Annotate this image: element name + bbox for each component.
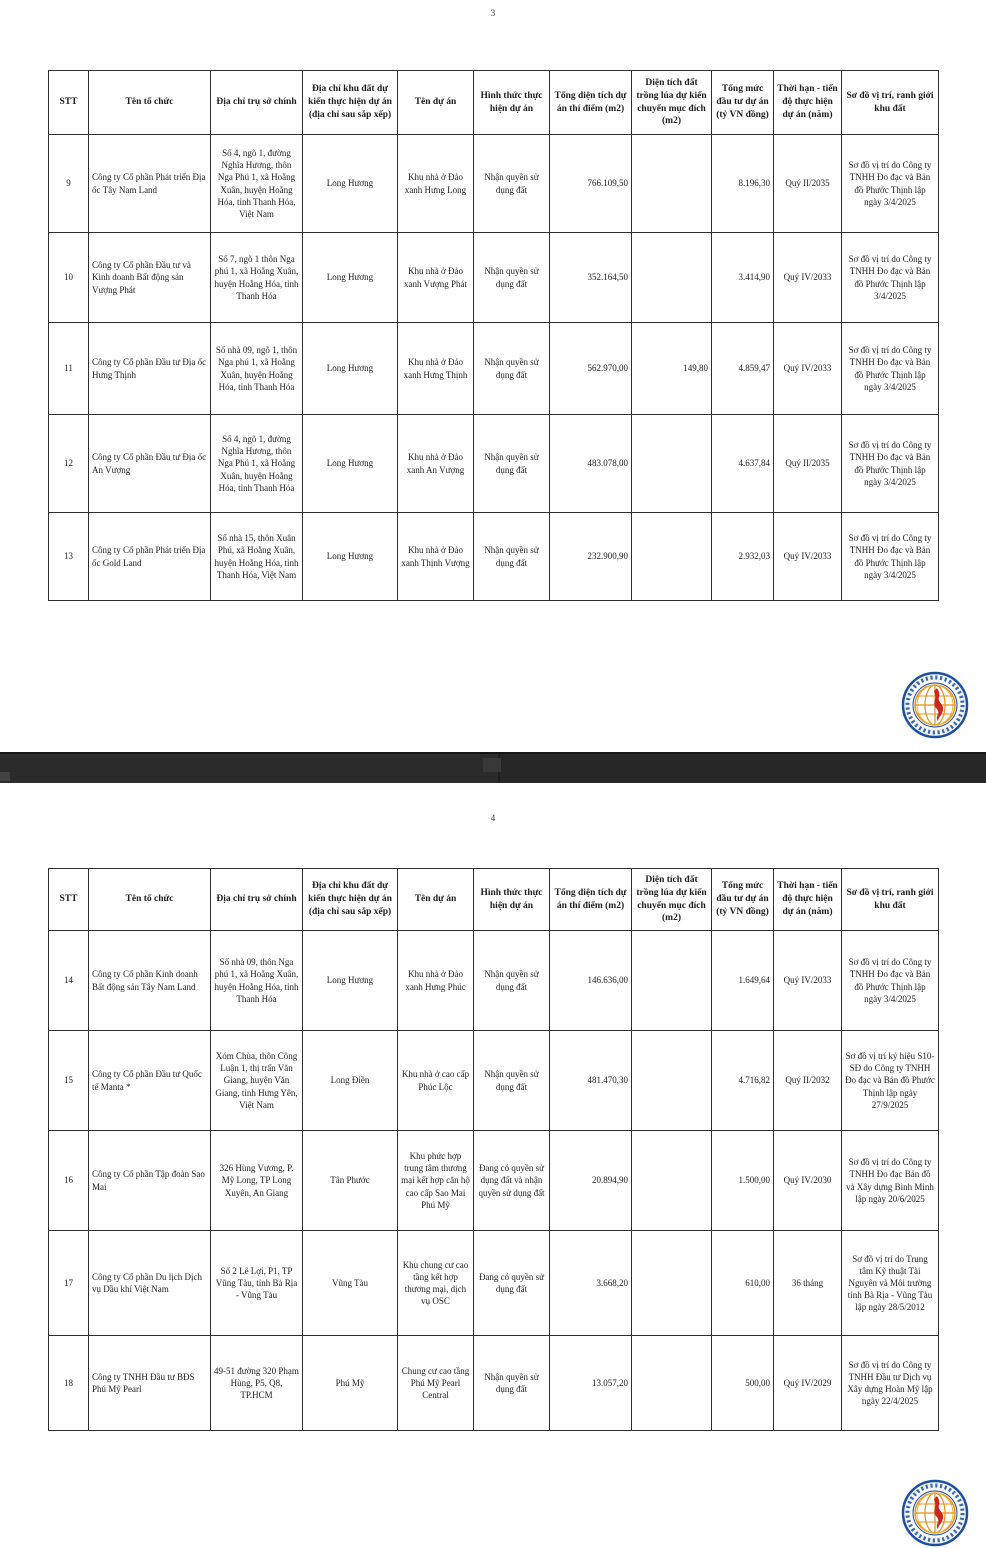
table-cell: Quý IV/2033 bbox=[774, 233, 842, 323]
table-cell: Quý II/2035 bbox=[774, 415, 842, 513]
table-cell: 352.164,50 bbox=[550, 233, 632, 323]
certification-stamp-icon bbox=[900, 670, 970, 740]
table-cell bbox=[632, 931, 712, 1031]
table-cell: Quý IV/2033 bbox=[774, 931, 842, 1031]
table-cell: 20.894,90 bbox=[550, 1131, 632, 1231]
column-header: Sơ đồ vị trí, ranh giới khu đất bbox=[842, 71, 939, 135]
table-row bbox=[49, 135, 939, 233]
table-row bbox=[49, 1336, 939, 1431]
table-cell: Quý IV/2033 bbox=[774, 513, 842, 601]
table-cell: 11 bbox=[49, 323, 89, 415]
column-header: Tổng mức đầu tư dự án (tỷ VN đồng) bbox=[712, 869, 774, 931]
table-cell: 8.196,30 bbox=[712, 135, 774, 233]
table-cell: 2.932,03 bbox=[712, 513, 774, 601]
table-cell: Long Hương bbox=[303, 323, 398, 415]
table-cell: 500,00 bbox=[712, 1336, 774, 1431]
table-cell: Đang có quyền sử dụng đất bbox=[474, 1231, 550, 1336]
table-cell: Long Hương bbox=[303, 513, 398, 601]
column-header: Hình thức thực hiện dự án bbox=[474, 869, 550, 931]
table-cell: Công ty Cổ phần Đầu tư Địa ốc An Vượng bbox=[89, 415, 211, 513]
table-cell: Khu nhà ở Đảo xanh An Vượng bbox=[398, 415, 474, 513]
table-cell: Số nhà 15, thôn Xuân Phú, xã Hoằng Xuân, huyện Hoằng Hóa, tỉnh Thanh Hóa, Việt Nam bbox=[211, 513, 303, 601]
column-header: Tổng diện tích dự án thí điểm (m2) bbox=[550, 71, 632, 135]
table-cell bbox=[632, 1031, 712, 1131]
table-cell: 13.057,20 bbox=[550, 1336, 632, 1431]
document-page-3 bbox=[0, 0, 986, 752]
table-cell: 481.470,30 bbox=[550, 1031, 632, 1131]
table-cell: Phú Mỹ bbox=[303, 1336, 398, 1431]
table-cell: Quý II/2032 bbox=[774, 1031, 842, 1131]
column-header: Địa chỉ trụ sở chính bbox=[211, 869, 303, 931]
table-cell bbox=[632, 1131, 712, 1231]
column-header: Tổng diện tích dự án thí điểm (m2) bbox=[550, 869, 632, 931]
table-cell: 1.500,00 bbox=[712, 1131, 774, 1231]
table-cell: 13 bbox=[49, 513, 89, 601]
column-header: Tên tổ chức bbox=[89, 71, 211, 135]
table-cell: Sơ đồ vị trí do Công ty TNHH Đo đạc và Bản đồ Phước Thịnh lập ngày 3/4/2025 bbox=[842, 931, 939, 1031]
table-cell: Nhận quyền sử dụng đất bbox=[474, 135, 550, 233]
table-cell: Công ty Cổ phần Kinh doanh Bất động sản Tây Nam Land bbox=[89, 931, 211, 1031]
table-cell: Sơ đồ vị trí do Công ty TNHH Đo đạc và Bản đồ Phước Thịnh lập ngày 3/4/2025 bbox=[842, 135, 939, 233]
table-cell: Quý II/2035 bbox=[774, 135, 842, 233]
page-number: 3 bbox=[490, 8, 496, 18]
table-cell: Nhận quyền sử dụng đất bbox=[474, 513, 550, 601]
table-cell: Khu nhà ở Đảo xanh Thịnh Vượng bbox=[398, 513, 474, 601]
table-row bbox=[49, 415, 939, 513]
column-header: STT bbox=[49, 71, 89, 135]
table-row bbox=[49, 1031, 939, 1131]
column-header: Thời hạn - tiến độ thực hiện dự án (năm) bbox=[774, 869, 842, 931]
table-cell: Nhận quyền sử dụng đất bbox=[474, 1336, 550, 1431]
table-cell: Quý IV/2030 bbox=[774, 1131, 842, 1231]
table-cell: 12 bbox=[49, 415, 89, 513]
column-header: Hình thức thực hiện dự án bbox=[474, 71, 550, 135]
table-cell: 1.649,64 bbox=[712, 931, 774, 1031]
table-cell: 4.716,82 bbox=[712, 1031, 774, 1131]
table-cell: 4.859,47 bbox=[712, 323, 774, 415]
page-separator bbox=[0, 752, 986, 783]
table-cell: Nhận quyền sử dụng đất bbox=[474, 1031, 550, 1131]
table-cell: Quý IV/2029 bbox=[774, 1336, 842, 1431]
column-header: Tên dự án bbox=[398, 71, 474, 135]
table-row bbox=[49, 1231, 939, 1336]
table-cell: 766.109,50 bbox=[550, 135, 632, 233]
table-cell bbox=[632, 135, 712, 233]
column-header: Tổng mức đầu tư dự án (tỷ VN đồng) bbox=[712, 71, 774, 135]
table-cell: Long Hương bbox=[303, 135, 398, 233]
table-cell: Sơ đồ vị trí ký hiệu S10-SĐ do Công ty TNHH Đo đạc và Bản đồ Phước Thịnh lập ngày 27/9/2025 bbox=[842, 1031, 939, 1131]
table-cell: Long Hương bbox=[303, 233, 398, 323]
table-cell: 232.900,90 bbox=[550, 513, 632, 601]
table-cell: Nhận quyền sử dụng đất bbox=[474, 233, 550, 323]
document-page-4 bbox=[0, 783, 986, 1542]
table-cell: Tân Phước bbox=[303, 1131, 398, 1231]
table-cell: 4.637,84 bbox=[712, 415, 774, 513]
table-cell: Số 4, ngõ 1, đường Nghĩa Hương, thôn Nga Phú 1, xã Hoằng Xuân, huyện Hoằng Hóa, tỉnh Thanh Hóa, Việt Nam bbox=[211, 135, 303, 233]
table-cell: Sơ đồ vị trí do Công ty TNHH Đo đạc và Bản đồ Phước Thịnh lập ngày 3/4/2025 bbox=[842, 323, 939, 415]
table-cell: Số 2 Lê Lợi, P1, TP Vũng Tàu, tỉnh Bà Rịa - Vũng Tàu bbox=[211, 1231, 303, 1336]
table-row bbox=[49, 233, 939, 323]
table-cell: Công ty Cổ phần Đầu tư Địa ốc Hưng Thịnh bbox=[89, 323, 211, 415]
column-header: STT bbox=[49, 869, 89, 931]
table-cell: 49-51 đường 320 Phạm Hùng, P5, Q8, TP.HCM bbox=[211, 1336, 303, 1431]
table-cell bbox=[632, 415, 712, 513]
table-cell: Long Hương bbox=[303, 931, 398, 1031]
table-cell: Khu phức hợp trung tâm thương mại kết hợp căn hộ cao cấp Sao Mai Phú Mỹ bbox=[398, 1131, 474, 1231]
table-cell: Nhận quyền sử dụng đất bbox=[474, 415, 550, 513]
table-cell: 15 bbox=[49, 1031, 89, 1131]
table-cell: Long Hương bbox=[303, 415, 398, 513]
table-cell: 18 bbox=[49, 1336, 89, 1431]
column-header: Diện tích đất trồng lúa dự kiến chuyển mục đích (m2) bbox=[632, 71, 712, 135]
table-row bbox=[49, 931, 939, 1031]
table-cell: Sơ đồ vị trí do Công ty TNHH Đo đạc và Bản đồ Phước Thịnh lập 3/4/2025 bbox=[842, 233, 939, 323]
column-header: Địa chỉ khu đất dự kiến thực hiện dự án (địa chỉ sau sắp xếp) bbox=[303, 71, 398, 135]
certification-stamp-icon bbox=[900, 1478, 970, 1548]
table-cell: Xóm Chùa, thôn Công Luận 1, thị trấn Văn Giang, huyện Văn Giang, tỉnh Hưng Yên, Việt Nam bbox=[211, 1031, 303, 1131]
separator-patch bbox=[483, 758, 501, 772]
table-cell bbox=[632, 1336, 712, 1431]
table-cell: Vũng Tàu bbox=[303, 1231, 398, 1336]
table-cell: Công ty TNHH Đầu tư BĐS Phú Mỹ Pearl bbox=[89, 1336, 211, 1431]
table-cell: 10 bbox=[49, 233, 89, 323]
table-cell: Khu nhà ở Đảo xanh Hưng Long bbox=[398, 135, 474, 233]
table-cell: Công ty Cổ phần Đầu tư Quốc tế Manta * bbox=[89, 1031, 211, 1131]
column-header: Địa chỉ khu đất dự kiến thực hiện dự án (địa chỉ sau sắp xếp) bbox=[303, 869, 398, 931]
table-cell: Sơ đồ vị trí do Công ty TNHH Đo đạc Bản đồ và Xây dựng Bình Minh lập ngày 20/6/2025 bbox=[842, 1131, 939, 1231]
table-cell bbox=[632, 233, 712, 323]
table-cell: 146.636,00 bbox=[550, 931, 632, 1031]
table-cell: Sơ đồ vị trí do Công ty TNHH Đầu tư Dịch vụ Xây dựng Hoàn Mỹ lập ngày 22/4/2025 bbox=[842, 1336, 939, 1431]
table-cell: Khu chung cư cao tầng kết hợp thương mại, dịch vụ OSC bbox=[398, 1231, 474, 1336]
table-cell bbox=[632, 513, 712, 601]
table-cell: 14 bbox=[49, 931, 89, 1031]
table-cell: Số nhà 09, thôn Nga phú 1, xã Hoằng Xuân, huyện Hoằng Hóa, tỉnh Thanh Hóa bbox=[211, 931, 303, 1031]
projects-table-page-4 bbox=[48, 868, 939, 1431]
column-header: Tên tổ chức bbox=[89, 869, 211, 931]
table-cell: 3.668,20 bbox=[550, 1231, 632, 1336]
table-cell: Nhận quyền sử dụng đất bbox=[474, 323, 550, 415]
table-cell: 149,80 bbox=[632, 323, 712, 415]
table-cell: Công ty Cổ phần Tập đoàn Sao Mai bbox=[89, 1131, 211, 1231]
table-cell: Long Điền bbox=[303, 1031, 398, 1131]
table-cell: 16 bbox=[49, 1131, 89, 1231]
table-cell: 326 Hùng Vương, P. Mỹ Long, TP Long Xuyên, An Giang bbox=[211, 1131, 303, 1231]
table-cell: Sơ đồ vị trí do Công ty TNHH Đo đạc và Bản đồ Phước Thịnh lập ngày 3/4/2025 bbox=[842, 415, 939, 513]
table-cell: Công ty Cổ phần Phát triển Địa ốc Gold Land bbox=[89, 513, 211, 601]
table-cell: Chung cư cao tầng Phú Mỹ Pearl Central bbox=[398, 1336, 474, 1431]
table-row bbox=[49, 1131, 939, 1231]
table-cell: Số 7, ngõ 1 thôn Nga phú 1, xã Hoằng Xuân, huyện Hoằng Hóa, tỉnh Thanh Hóa bbox=[211, 233, 303, 323]
table-cell: Khu nhà ở Đảo xanh Vượng Phát bbox=[398, 233, 474, 323]
table-cell: 562.970,00 bbox=[550, 323, 632, 415]
column-header: Sơ đồ vị trí, ranh giới khu đất bbox=[842, 869, 939, 931]
table-cell: Số nhà 09, ngõ 1, thôn Nga phú 1, xã Hoằng Xuân, huyện Hoằng Hóa, tỉnh Thanh Hóa bbox=[211, 323, 303, 415]
table-cell: Nhận quyền sử dụng đất bbox=[474, 931, 550, 1031]
column-header: Thời hạn - tiến độ thực hiện dự án (năm) bbox=[774, 71, 842, 135]
separator-notch bbox=[0, 772, 10, 781]
table-cell: Sơ đồ vị trí do Trung tâm Kỹ thuật Tài Nguyên và Môi trường tỉnh Bà Rịa - Vũng Tàu lập ngày 28/5/2012 bbox=[842, 1231, 939, 1336]
projects-table-page-3 bbox=[48, 70, 939, 601]
column-header: Địa chỉ trụ sở chính bbox=[211, 71, 303, 135]
table-cell: Sơ đồ vị trí do Công ty TNHH Đo đạc và Bản đồ Phước Thịnh lập ngày 3/4/2025 bbox=[842, 513, 939, 601]
table-row bbox=[49, 323, 939, 415]
table-cell: Công ty Cổ phần Phát triển Địa ốc Tây Nam Land bbox=[89, 135, 211, 233]
column-header: Tên dự án bbox=[398, 869, 474, 931]
page-number: 4 bbox=[490, 813, 496, 823]
table-cell: 36 tháng bbox=[774, 1231, 842, 1336]
table-cell: 483.078,00 bbox=[550, 415, 632, 513]
separator-left-segment bbox=[0, 754, 500, 783]
column-header: Diện tích đất trồng lúa dự kiến chuyển mục đích (m2) bbox=[632, 869, 712, 931]
table-cell: Công ty Cổ phần Du lịch Dịch vụ Dầu khí Việt Nam bbox=[89, 1231, 211, 1336]
table-row bbox=[49, 513, 939, 601]
table-cell: 3.414,90 bbox=[712, 233, 774, 323]
table-cell: Quý IV/2033 bbox=[774, 323, 842, 415]
table-cell: Đang có quyền sử dụng đất và nhận quyền sử dụng đất bbox=[474, 1131, 550, 1231]
table-cell: 9 bbox=[49, 135, 89, 233]
table-cell: Khu nhà ở Đảo xanh Hưng Phúc bbox=[398, 931, 474, 1031]
table-cell: 610,00 bbox=[712, 1231, 774, 1336]
table-cell: 17 bbox=[49, 1231, 89, 1336]
table-cell: Khu nhà ở Đảo xanh Hưng Thịnh bbox=[398, 323, 474, 415]
table-cell: Số 4, ngõ 1, đường Nghĩa Hương, thôn Nga Phú 1, xã Hoằng Xuân, huyện Hoằng Hóa, tỉnh Thanh Hóa bbox=[211, 415, 303, 513]
table-cell bbox=[632, 1231, 712, 1336]
table-cell: Khu nhà ở cao cấp Phúc Lộc bbox=[398, 1031, 474, 1131]
table-cell: Công ty Cổ phần Đầu tư và Kinh doanh Bất động sản Vượng Phát bbox=[89, 233, 211, 323]
